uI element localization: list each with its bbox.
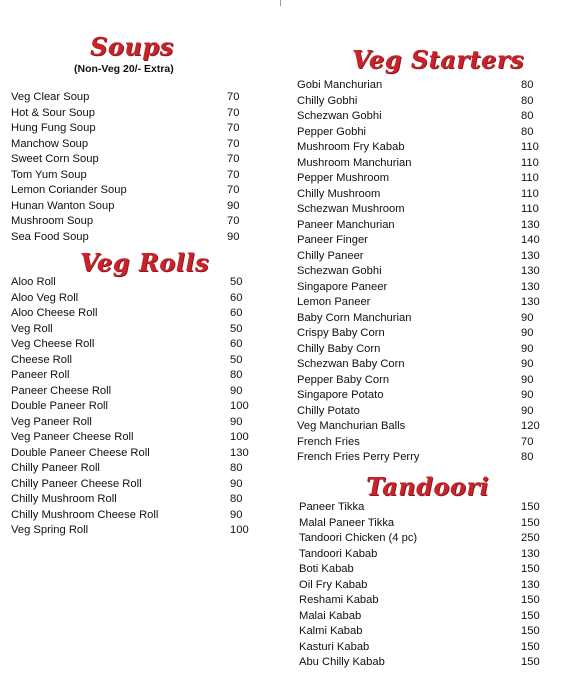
menu-item-name: Chilly Paneer Roll (11, 462, 100, 474)
menu-item-row (11, 121, 251, 137)
menu-item-name: Oil Fry Kabab (299, 578, 368, 591)
menu-item-row (11, 399, 261, 415)
menu-item-name: Aloo Cheese Roll (11, 307, 98, 319)
menu-item-row (11, 152, 251, 168)
menu-item-row (11, 508, 261, 524)
menu-item-name: Hung Fung Soup (11, 122, 96, 134)
menu-item-row (297, 404, 547, 420)
menu-item-name: Pepper Mushroom (297, 172, 390, 184)
menu-item-name: Chilly Paneer (297, 249, 364, 262)
menu-item-price: 90 (227, 230, 240, 243)
menu-item-name: Veg Paneer Roll (11, 415, 92, 428)
menu-item-name: Chilly Baby Corn (297, 342, 381, 355)
menu-item-name: French Fries Perry Perry (297, 451, 420, 463)
menu-item-row (297, 94, 547, 110)
menu-item-name: Boti Kabab (299, 563, 354, 575)
menu-item-name: Gobi Manchurian (297, 79, 383, 91)
menu-item-row (299, 593, 549, 609)
menu-item-name: Chilly Mushroom Cheese Roll (11, 508, 159, 521)
menu-item-price: 100 (230, 431, 249, 443)
menu-item-name: Double Paneer Cheese Roll (11, 446, 150, 459)
menu-item-price: 80 (230, 493, 243, 505)
menu-item-name: Hot & Sour Soup (11, 106, 95, 119)
menu-item-row (11, 230, 251, 246)
menu-item-name: Paneer Tikka (299, 501, 365, 513)
menu-item-row (297, 295, 547, 311)
menu-item-row (11, 214, 251, 230)
menu-item-name: Baby Corn Manchurian (297, 311, 412, 324)
menu-item-price: 150 (521, 625, 540, 637)
menu-item-row (11, 368, 261, 384)
menu-item-name: Hunan Wanton Soup (11, 199, 115, 212)
menu-item-name: Veg Manchurian Balls (297, 420, 406, 432)
menu-item-row (11, 168, 251, 184)
menu-item-name: Mushroom Fry Kabab (297, 141, 405, 153)
menu-item-name: Pepper Baby Corn (297, 373, 390, 386)
menu-item-row (297, 357, 547, 373)
menu-item-price: 100 (230, 400, 249, 412)
menu-item-price: 130 (521, 280, 540, 293)
menu-item-row (11, 183, 251, 199)
menu-item-name: Abu Chilly Kabab (299, 656, 385, 668)
menu-item-row (11, 275, 261, 291)
menu-item-price: 50 (230, 276, 243, 288)
menu-item-row (299, 531, 549, 547)
menu-item-name: Mushroom Soup (11, 215, 94, 227)
menu-item-row (11, 353, 261, 369)
veg-rolls-list (11, 275, 261, 539)
menu-item-row (297, 373, 547, 389)
menu-item-name: Veg Roll (11, 322, 53, 335)
menu-item-price: 90 (521, 327, 534, 339)
menu-item-name: Lemon Paneer (297, 296, 371, 308)
menu-item-price: 110 (521, 141, 539, 153)
menu-item-name: Chilly Potato (297, 404, 360, 417)
menu-item-row (11, 415, 261, 431)
menu-item-name: Sea Food Soup (11, 230, 89, 243)
menu-item-row (297, 419, 547, 435)
menu-item-row (299, 578, 549, 594)
menu-item-row (11, 306, 261, 322)
menu-item-row (299, 516, 549, 532)
menu-item-price: 60 (230, 291, 243, 304)
menu-item-row (11, 90, 251, 106)
veg-starters-list (297, 78, 547, 466)
menu-item-name: Mushroom Manchurian (297, 156, 412, 169)
menu-item-name: Reshami Kabab (299, 594, 379, 606)
menu-item-row (11, 477, 261, 493)
menu-item-name: Paneer Cheese Roll (11, 384, 112, 397)
menu-item-row (297, 249, 547, 265)
menu-item-price: 80 (521, 125, 534, 138)
menu-item-price: 90 (521, 373, 534, 386)
menu-item-price: 90 (521, 342, 534, 355)
menu-item-name: Tom Yum Soup (11, 168, 87, 181)
menu-item-row (11, 430, 261, 446)
menu-item-name: Paneer Roll (11, 369, 70, 381)
menu-item-price: 70 (227, 153, 240, 165)
menu-item-name: Paneer Manchurian (297, 218, 395, 231)
menu-item-row (297, 187, 547, 203)
menu-item-row (297, 109, 547, 125)
menu-item-price: 250 (521, 532, 540, 544)
menu-item-row (11, 291, 261, 307)
menu-item-row (297, 156, 547, 172)
menu-item-row (299, 609, 549, 625)
menu-item-row (297, 140, 547, 156)
menu-item-row (299, 624, 549, 640)
menu-item-name: Chilly Mushroom (297, 187, 381, 200)
menu-item-price: 80 (521, 94, 534, 107)
menu-item-row (299, 562, 549, 578)
menu-item-price: 80 (230, 462, 243, 474)
menu-item-price: 150 (521, 609, 540, 622)
menu-item-name: Sweet Corn Soup (11, 153, 99, 165)
menu-item-price: 80 (230, 369, 243, 381)
menu-item-name: Singapore Paneer (297, 280, 388, 293)
soups-list (11, 90, 251, 245)
menu-item-price: 130 (521, 296, 540, 308)
menu-item-name: Malal Paneer Tikka (299, 516, 395, 529)
tandoori-list (299, 500, 549, 671)
menu-item-price: 70 (227, 137, 240, 150)
soups-note: (Non-Veg 20/- Extra) (74, 63, 174, 75)
menu-item-price: 50 (230, 322, 243, 335)
menu-item-price: 90 (230, 384, 243, 397)
menu-item-name: Veg Clear Soup (11, 91, 90, 103)
menu-item-price: 70 (227, 168, 240, 181)
menu-item-name: Chilly Paneer Cheese Roll (11, 477, 142, 490)
menu-item-row (297, 218, 547, 234)
menu-item-price: 150 (521, 656, 540, 668)
menu-item-row (299, 655, 549, 671)
menu-item-price: 140 (521, 234, 540, 246)
menu-item-price: 150 (521, 563, 540, 575)
menu-item-name: Double Paneer Roll (11, 400, 109, 412)
menu-item-price: 90 (521, 311, 534, 324)
menu-item-name: Paneer Finger (297, 234, 368, 246)
menu-item-price: 110 (521, 187, 539, 200)
menu-item-row (297, 78, 547, 94)
menu-item-name: Veg Spring Roll (11, 524, 89, 536)
menu-item-price: 90 (230, 415, 243, 428)
tandoori-heading: Tandoori (366, 472, 490, 501)
menu-item-name: Pepper Gobhi (297, 125, 367, 138)
veg-starters-heading: Veg Starters (352, 45, 524, 74)
menu-item-row (297, 264, 547, 280)
menu-item-row (297, 450, 547, 466)
menu-item-row (297, 326, 547, 342)
menu-item-price: 90 (230, 477, 243, 490)
menu-item-row (299, 640, 549, 656)
veg-rolls-heading: Veg Rolls (80, 248, 210, 277)
menu-item-row (297, 311, 547, 327)
menu-item-price: 110 (521, 172, 539, 184)
menu-item-name: Cheese Roll (11, 353, 72, 366)
menu-item-price: 70 (521, 435, 534, 448)
menu-item-name: Kasturi Kabab (299, 640, 370, 653)
menu-item-name: Schezwan Baby Corn (297, 358, 405, 370)
menu-item-row (11, 337, 261, 353)
menu-item-row (299, 547, 549, 563)
menu-item-name: Chilly Mushroom Roll (11, 493, 117, 505)
menu-item-price: 130 (521, 265, 540, 277)
menu-item-price: 90 (230, 508, 243, 521)
menu-item-price: 60 (230, 338, 243, 350)
menu-item-price: 130 (521, 249, 540, 262)
menu-item-row (297, 171, 547, 187)
menu-item-row (297, 125, 547, 141)
menu-item-price: 80 (521, 451, 534, 463)
menu-item-name: Schezwan Gobhi (297, 265, 382, 277)
menu-item-price: 110 (521, 156, 539, 169)
menu-item-price: 150 (521, 501, 540, 513)
menu-item-name: Aloo Veg Roll (11, 291, 79, 304)
menu-item-row (11, 523, 261, 539)
menu-item-price: 70 (227, 122, 240, 134)
menu-item-price: 50 (230, 353, 243, 366)
menu-item-price: 100 (230, 524, 249, 536)
menu-item-price: 70 (227, 215, 240, 227)
menu-item-row (11, 322, 261, 338)
menu-item-row (297, 388, 547, 404)
menu-item-row (297, 280, 547, 296)
menu-item-name: Veg Cheese Roll (11, 338, 95, 350)
soups-heading: Soups (90, 32, 174, 61)
menu-item-row (11, 384, 261, 400)
menu-item-price: 130 (521, 578, 540, 591)
menu-item-row (11, 106, 251, 122)
menu-item-name: Lemon Coriander Soup (11, 184, 127, 196)
menu-item-row (297, 233, 547, 249)
menu-item-price: 90 (521, 358, 534, 370)
menu-item-row (11, 461, 261, 477)
menu-item-row (11, 446, 261, 462)
menu-item-name: Tandoori Chicken (4 pc) (299, 532, 418, 544)
menu-item-price: 130 (230, 446, 249, 459)
menu-item-name: Tandoori Kabab (299, 547, 378, 560)
menu-item-row (11, 492, 261, 508)
menu-item-name: Chilly Gobhi (297, 94, 358, 107)
menu-item-price: 150 (521, 594, 540, 606)
menu-item-price: 150 (521, 516, 540, 529)
top-divider-tick (280, 0, 281, 6)
menu-item-price: 90 (521, 389, 534, 401)
menu-item-row (11, 137, 251, 153)
menu-item-name: Schezwan Mushroom (297, 203, 405, 215)
menu-item-price: 150 (521, 640, 540, 653)
menu-item-price: 110 (521, 203, 539, 215)
menu-item-name: Singapore Potato (297, 389, 384, 401)
menu-item-price: 90 (227, 199, 240, 212)
menu-item-price: 80 (521, 79, 534, 91)
menu-item-price: 70 (227, 106, 240, 119)
menu-item-name: Manchow Soup (11, 137, 89, 150)
menu-item-price: 120 (521, 420, 540, 432)
menu-item-row (11, 199, 251, 215)
menu-item-name: Crispy Baby Corn (297, 327, 385, 339)
menu-item-price: 130 (521, 547, 540, 560)
menu-item-price: 70 (227, 184, 240, 196)
menu-item-price: 90 (521, 404, 534, 417)
menu-item-name: Veg Paneer Cheese Roll (11, 431, 134, 443)
menu-item-price: 70 (227, 91, 240, 103)
menu-item-row (297, 342, 547, 358)
menu-item-price: 60 (230, 307, 243, 319)
menu-item-row (299, 500, 549, 516)
menu-item-name: Kalmi Kabab (299, 625, 363, 637)
menu-item-name: Schezwan Gobhi (297, 110, 382, 122)
menu-item-price: 130 (521, 218, 540, 231)
menu-item-price: 80 (521, 110, 534, 122)
menu-item-row (297, 202, 547, 218)
menu-item-name: Aloo Roll (11, 276, 56, 288)
menu-item-name: Malai Kabab (299, 609, 362, 622)
menu-item-name: French Fries (297, 435, 360, 448)
menu-item-row (297, 435, 547, 451)
